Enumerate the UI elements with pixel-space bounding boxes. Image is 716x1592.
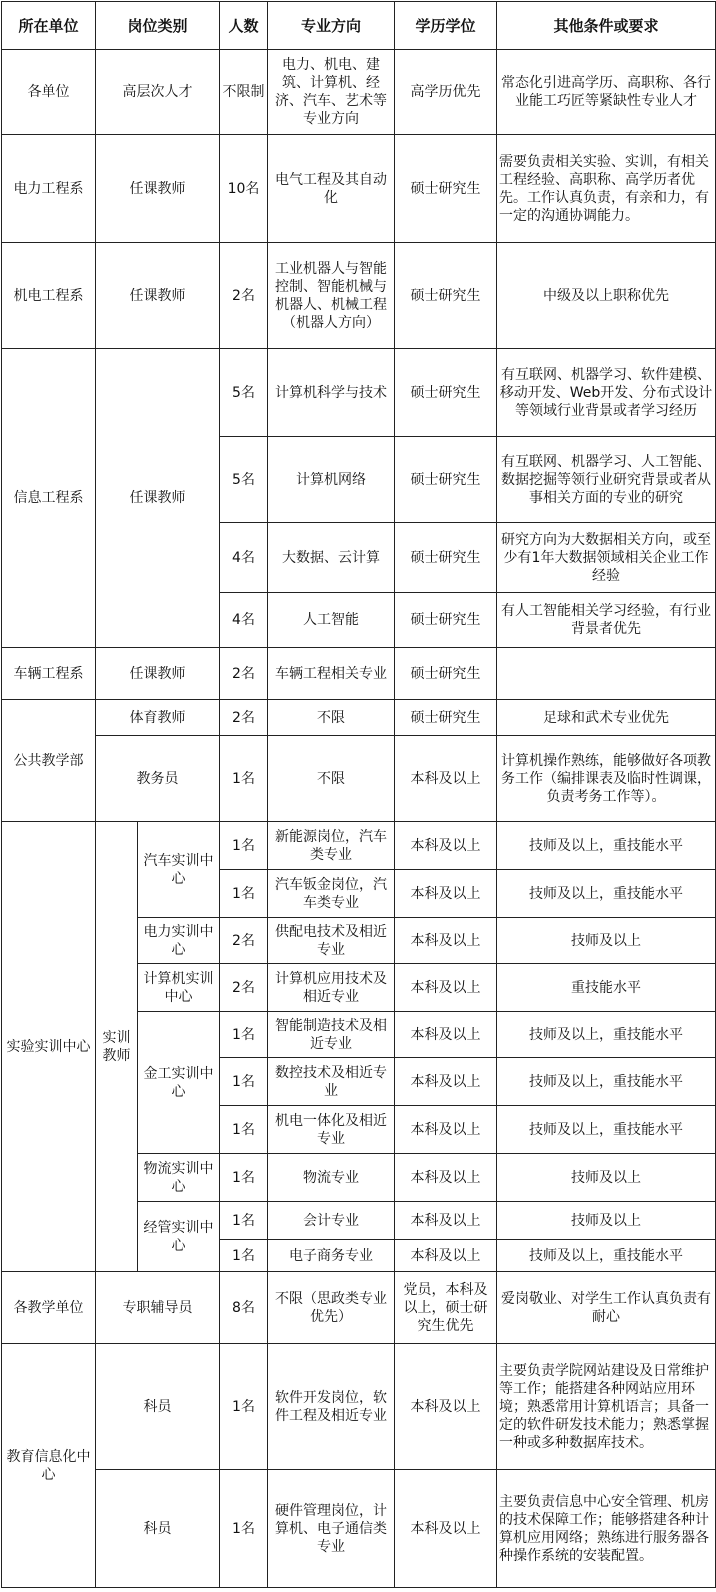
count-cell: 4名: [220, 593, 268, 648]
major-cell: 电气工程及其自动化: [268, 135, 395, 243]
requirements-cell: [497, 648, 716, 700]
header-row: [2, 2, 716, 50]
degree-cell: 本科及以上: [395, 964, 497, 1012]
degree-cell: 本科及以上: [395, 1106, 497, 1154]
major-cell: 软件开发岗位，软件工程及相近专业: [268, 1344, 395, 1470]
major-cell: 电力、机电、建筑、计算机、经济、汽车、艺术等专业方向: [268, 50, 395, 135]
unit-cell: 机电工程系: [2, 243, 96, 349]
header-category: 岗位类别: [96, 2, 220, 50]
table-row: [2, 1344, 716, 1470]
count-cell: 1名: [220, 1470, 268, 1588]
unit-cell: 电力工程系: [2, 135, 96, 243]
table-row: [2, 1470, 716, 1588]
major-cell: 大数据、云计算: [268, 523, 395, 593]
count-cell: 8名: [220, 1272, 268, 1344]
count-cell: 1名: [220, 822, 268, 870]
requirements-cell: 技师及以上，重技能水平: [497, 870, 716, 918]
unit-cell: 信息工程系: [2, 349, 96, 648]
category-cell: 任课教师: [96, 349, 220, 648]
requirements-cell: 常态化引进高学历、高职称、各行业能工巧匠等紧缺性专业人才: [497, 50, 716, 135]
category-cell: 任课教师: [96, 135, 220, 243]
sub-unit-cell: 经管实训中心: [138, 1202, 220, 1272]
requirements-cell: 有互联网、机器学习、软件建模、移动开发、Web开发、分布式设计等领域行业背景或者学习经历: [497, 349, 716, 437]
count-cell: 5名: [220, 349, 268, 437]
major-cell: 会计专业: [268, 1202, 395, 1240]
table-row: [2, 822, 716, 870]
table-row: [2, 736, 716, 822]
category-cell: 体育教师: [96, 700, 220, 736]
requirements-cell: 研究方向为大数据相关方向，或至少有1年大数据领域相关企业工作经验: [497, 523, 716, 593]
requirements-cell: 需要负责相关实验、实训，有相关工程经验、高职称、高学历者优先。工作认真负责，有亲和力，有一定的沟通协调能力。: [497, 135, 716, 243]
requirements-cell: 足球和武术专业优先: [497, 700, 716, 736]
requirements-cell: 主要负责信息中心安全管理、机房的技术保障工作；能够搭建各种计算机应用网络；熟练进行服务器各种操作系统的安装配置。: [497, 1470, 716, 1588]
requirements-cell: 中级及以上职称优先: [497, 243, 716, 349]
header-degree: 学历学位: [395, 2, 497, 50]
header-count: 人数: [220, 2, 268, 50]
degree-cell: 本科及以上: [395, 822, 497, 870]
category-cell: 专职辅导员: [96, 1272, 220, 1344]
major-cell: 计算机科学与技术: [268, 349, 395, 437]
degree-cell: 硕士研究生: [395, 135, 497, 243]
table-row: [2, 135, 716, 243]
requirements-cell: 技师及以上，重技能水平: [497, 1058, 716, 1106]
major-cell: 不限（思政类专业优先）: [268, 1272, 395, 1344]
count-cell: 2名: [220, 964, 268, 1012]
category-cell: 教务员: [96, 736, 220, 822]
major-cell: 硬件管理岗位，计算机、电子通信类专业: [268, 1470, 395, 1588]
requirements-cell: 技师及以上，重技能水平: [497, 1240, 716, 1272]
count-cell: 1名: [220, 870, 268, 918]
count-cell: 1名: [220, 1344, 268, 1470]
unit-cell: 车辆工程系: [2, 648, 96, 700]
major-cell: 物流专业: [268, 1154, 395, 1202]
major-cell: 不限: [268, 736, 395, 822]
table-row: [2, 1272, 716, 1344]
count-cell: 1名: [220, 1058, 268, 1106]
header-major: 专业方向: [268, 2, 395, 50]
header-requirements: 其他条件或要求: [497, 2, 716, 50]
degree-cell: 本科及以上: [395, 1202, 497, 1240]
requirements-cell: 技师及以上: [497, 918, 716, 964]
major-cell: 计算机网络: [268, 437, 395, 523]
table-row: [2, 50, 716, 135]
major-cell: 不限: [268, 700, 395, 736]
category-cell: 高层次人才: [96, 50, 220, 135]
category-cell: 科员: [96, 1470, 220, 1588]
requirements-cell: 技师及以上: [497, 1154, 716, 1202]
count-cell: 1名: [220, 1154, 268, 1202]
requirements-cell: 重技能水平: [497, 964, 716, 1012]
major-cell: 计算机应用技术及相近专业: [268, 964, 395, 1012]
degree-cell: 本科及以上: [395, 1240, 497, 1272]
unit-cell: 教育信息化中心: [2, 1344, 96, 1588]
category-cell: 科员: [96, 1344, 220, 1470]
count-cell: 5名: [220, 437, 268, 523]
degree-cell: 高学历优先: [395, 50, 497, 135]
count-cell: 1名: [220, 1202, 268, 1240]
degree-cell: 本科及以上: [395, 1154, 497, 1202]
count-cell: 2名: [220, 243, 268, 349]
degree-cell: 本科及以上: [395, 1012, 497, 1058]
table-row: [2, 349, 716, 437]
degree-cell: 本科及以上: [395, 1470, 497, 1588]
major-cell: 智能制造技术及相近专业: [268, 1012, 395, 1058]
count-cell: 不限制: [220, 50, 268, 135]
major-cell: 机电一体化及相近专业: [268, 1106, 395, 1154]
requirements-cell: 有互联网、机器学习、人工智能、数据挖掘等领行业研究背景或者从事相关方面的专业的研究: [497, 437, 716, 523]
requirements-cell: 技师及以上，重技能水平: [497, 822, 716, 870]
table-row: [2, 648, 716, 700]
major-cell: 工业机器人与智能控制、智能机械与机器人、机械工程（机器人方向）: [268, 243, 395, 349]
count-cell: 2名: [220, 918, 268, 964]
degree-cell: 本科及以上: [395, 918, 497, 964]
unit-cell: 各单位: [2, 50, 96, 135]
degree-cell: 党员，本科及以上，硕士研究生优先: [395, 1272, 497, 1344]
requirements-cell: 计算机操作熟练，能够做好各项教务工作（编排课表及临时性调课，负责考务工作等）。: [497, 736, 716, 822]
count-cell: 1名: [220, 736, 268, 822]
degree-cell: 本科及以上: [395, 1344, 497, 1470]
degree-cell: 本科及以上: [395, 1058, 497, 1106]
recruitment-table: [1, 1, 716, 1588]
degree-cell: 本科及以上: [395, 870, 497, 918]
major-cell: 新能源岗位，汽车类专业: [268, 822, 395, 870]
sub-unit-cell: 金工实训中心: [138, 1012, 220, 1154]
requirements-cell: 主要负责学院网站建设及日常维护等工作；能搭建各种网站应用环境；熟悉常用计算机语言；具备一定的软件研发技术能力；熟悉掌握一种或多种数据库技术。: [497, 1344, 716, 1470]
sub-unit-cell: 物流实训中心: [138, 1154, 220, 1202]
degree-cell: 硕士研究生: [395, 437, 497, 523]
requirements-cell: 技师及以上，重技能水平: [497, 1106, 716, 1154]
sub-unit-cell: 汽车实训中心: [138, 822, 220, 918]
requirements-cell: 有人工智能相关学习经验，有行业背景者优先: [497, 593, 716, 648]
degree-cell: 硕士研究生: [395, 648, 497, 700]
major-cell: 供配电技术及相近专业: [268, 918, 395, 964]
degree-cell: 硕士研究生: [395, 349, 497, 437]
major-cell: 电子商务专业: [268, 1240, 395, 1272]
major-cell: 车辆工程相关专业: [268, 648, 395, 700]
table-row: [2, 243, 716, 349]
count-cell: 4名: [220, 523, 268, 593]
requirements-cell: 爱岗敬业、对学生工作认真负责有耐心: [497, 1272, 716, 1344]
count-cell: 1名: [220, 1012, 268, 1058]
requirements-cell: 技师及以上: [497, 1202, 716, 1240]
count-cell: 2名: [220, 648, 268, 700]
category-cell: 实训教师: [96, 822, 138, 1272]
degree-cell: 硕士研究生: [395, 700, 497, 736]
unit-cell: 各教学单位: [2, 1272, 96, 1344]
unit-cell: 实验实训中心: [2, 822, 96, 1272]
category-cell: 任课教师: [96, 243, 220, 349]
category-cell: 任课教师: [96, 648, 220, 700]
requirements-cell: 技师及以上，重技能水平: [497, 1012, 716, 1058]
degree-cell: 硕士研究生: [395, 243, 497, 349]
major-cell: 数控技术及相近专业: [268, 1058, 395, 1106]
count-cell: 2名: [220, 700, 268, 736]
sub-unit-cell: 电力实训中心: [138, 918, 220, 964]
header-unit: 所在单位: [2, 2, 96, 50]
sub-unit-cell: 计算机实训中心: [138, 964, 220, 1012]
count-cell: 10名: [220, 135, 268, 243]
unit-cell: 公共教学部: [2, 700, 96, 822]
count-cell: 1名: [220, 1240, 268, 1272]
degree-cell: 硕士研究生: [395, 523, 497, 593]
count-cell: 1名: [220, 1106, 268, 1154]
major-cell: 汽车钣金岗位，汽车类专业: [268, 870, 395, 918]
table-row: [2, 700, 716, 736]
degree-cell: 硕士研究生: [395, 593, 497, 648]
degree-cell: 本科及以上: [395, 736, 497, 822]
major-cell: 人工智能: [268, 593, 395, 648]
